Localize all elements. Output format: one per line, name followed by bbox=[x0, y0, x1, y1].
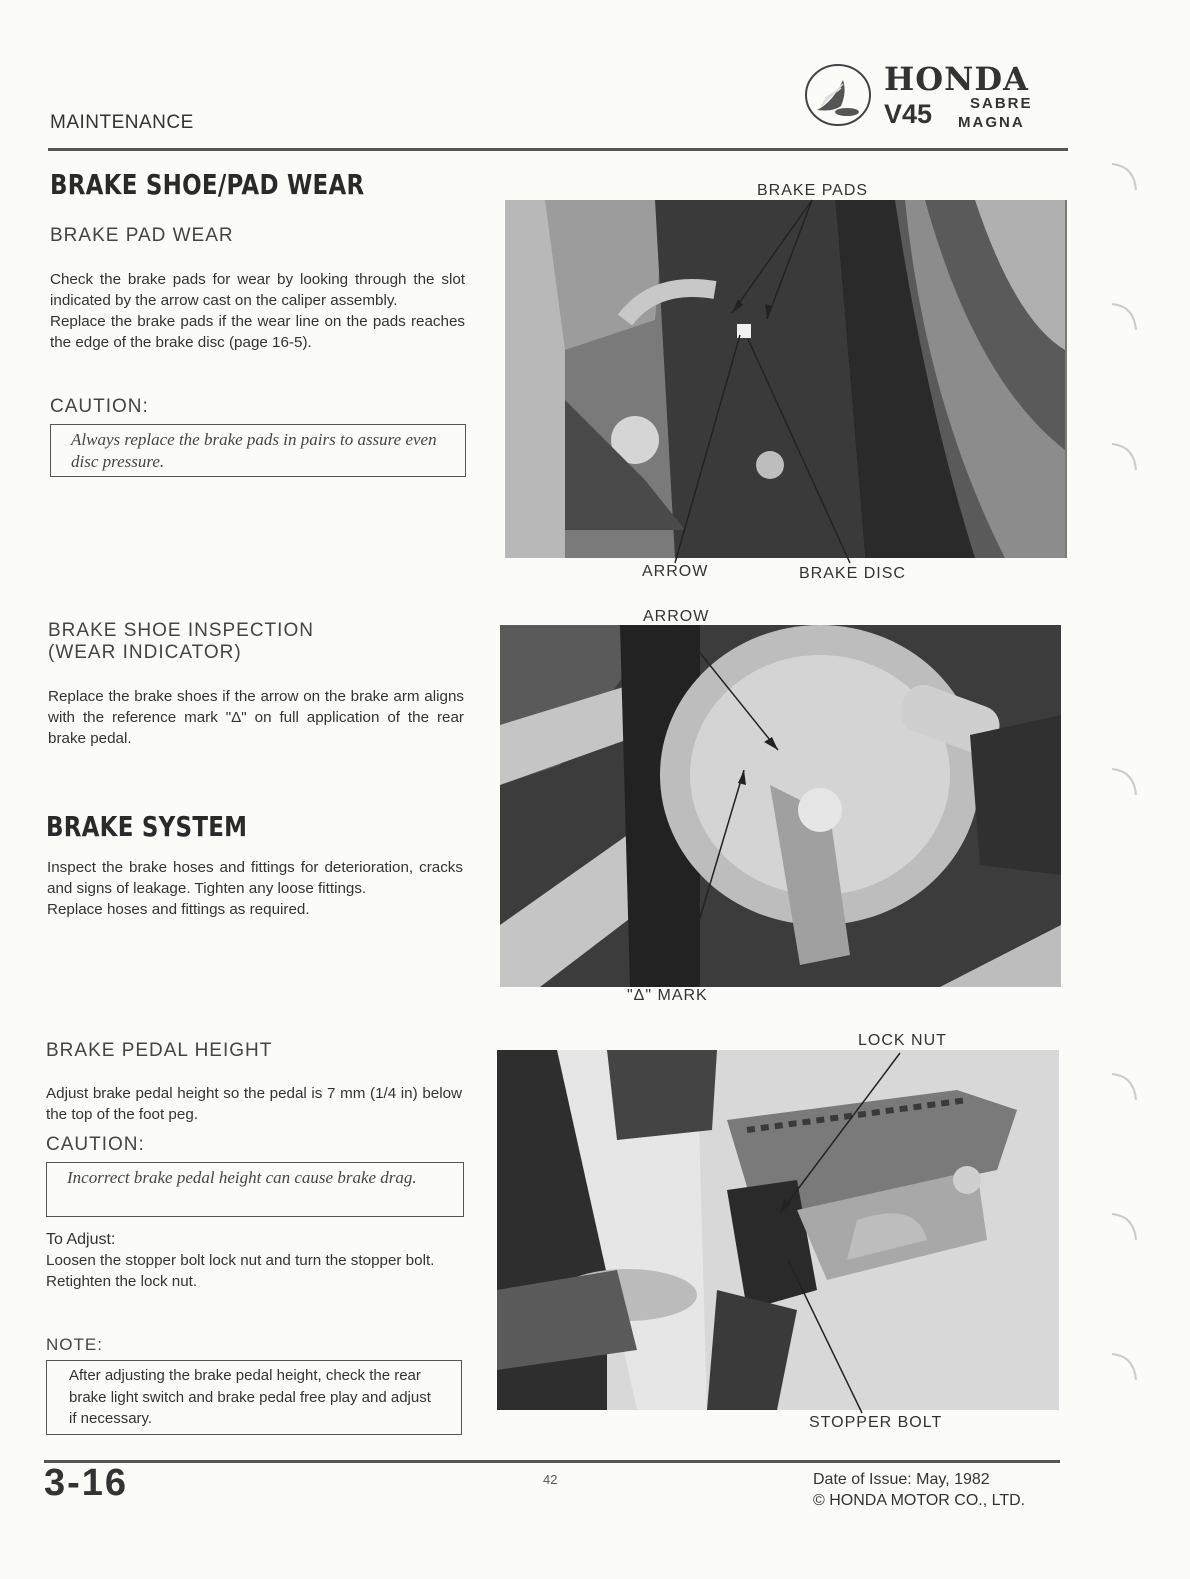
label-brake-disc: BRAKE DISC bbox=[799, 565, 906, 582]
label-lock-nut: LOCK NUT bbox=[858, 1032, 947, 1049]
caution-label: CAUTION: bbox=[46, 1134, 145, 1155]
header-rule bbox=[48, 148, 1068, 151]
label-brake-pads: BRAKE PADS bbox=[757, 182, 869, 199]
binder-hole-mark bbox=[1110, 765, 1138, 801]
label-delta-mark: "Δ" MARK bbox=[627, 987, 708, 1004]
caution-box bbox=[46, 1162, 464, 1217]
caution-box bbox=[50, 424, 466, 477]
page-number: 42 bbox=[543, 1472, 558, 1487]
logo-variant-sabre: SABRE bbox=[970, 95, 1033, 112]
subtitle-line: (WEAR INDICATOR) bbox=[48, 642, 242, 663]
paragraph: Replace the brake pads if the wear line on the pads reaches the edge of the brake disc (page 16-5). bbox=[50, 313, 465, 351]
binder-hole-mark bbox=[1110, 300, 1138, 336]
binder-hole-mark bbox=[1110, 440, 1138, 476]
logo-model: V45 bbox=[884, 99, 933, 129]
label-arrow: ARROW bbox=[643, 608, 710, 625]
section-title-brake-system: BRAKE SYSTEM bbox=[46, 810, 248, 843]
paragraph: Loosen the stopper bolt lock nut and turn the stopper bolt. bbox=[46, 1252, 435, 1269]
note-box bbox=[46, 1360, 462, 1435]
figure2-leader-lines bbox=[660, 620, 800, 990]
page-id: 3-16 bbox=[44, 1462, 129, 1504]
label-arrow: ARROW bbox=[642, 563, 709, 580]
binder-hole-mark bbox=[1110, 1350, 1138, 1386]
figure1-leader-lines bbox=[640, 195, 880, 570]
paragraph: Inspect the brake hoses and fittings for deterioration, cracks and signs of leakage. Tighten any loose fittings. bbox=[47, 859, 463, 897]
paragraph: Replace hoses and fittings as required. bbox=[47, 901, 310, 918]
copyright: © HONDA MOTOR CO., LTD. bbox=[813, 1492, 1026, 1509]
note-label: NOTE: bbox=[46, 1335, 103, 1354]
paragraph: Replace the brake shoes if the arrow on the brake arm aligns with the reference mark "Δ" on full application of the rear brake pedal. bbox=[48, 688, 464, 747]
label-stopper-bolt: STOPPER BOLT bbox=[809, 1414, 943, 1431]
caution-text: Always replace the brake pads in pairs to assure even disc pressure. bbox=[71, 430, 437, 471]
binder-hole-mark bbox=[1110, 1070, 1138, 1106]
section-title-shoe-pad-wear: BRAKE SHOE/PAD WEAR bbox=[50, 168, 365, 201]
logo-brand: HONDA bbox=[884, 60, 1029, 98]
caution-text: Incorrect brake pedal height can cause brake drag. bbox=[67, 1168, 417, 1187]
subtitle-line: BRAKE SHOE INSPECTION bbox=[48, 620, 314, 641]
paragraph: Check the brake pads for wear by looking through the slot indicated by the arrow cast on the caliper assembly. bbox=[50, 271, 465, 309]
subtitle-brake-pedal-height: BRAKE PEDAL HEIGHT bbox=[46, 1040, 273, 1061]
issue-date: Date of Issue: May, 1982 bbox=[813, 1471, 990, 1488]
binder-hole-mark bbox=[1110, 1210, 1138, 1246]
adjust-label: To Adjust: bbox=[46, 1231, 116, 1248]
paragraph: Retighten the lock nut. bbox=[46, 1273, 198, 1290]
caution-label: CAUTION: bbox=[50, 396, 149, 417]
footer-rule bbox=[44, 1460, 1060, 1463]
binder-hole-mark bbox=[1110, 160, 1138, 196]
logo-variant-magna: MAGNA bbox=[958, 114, 1025, 131]
subtitle-brake-shoe-inspection bbox=[48, 620, 314, 664]
paragraph: Adjust brake pedal height so the pedal is 7 mm (1/4 in) below the top of the foot peg. bbox=[46, 1085, 462, 1123]
honda-wing-logo bbox=[803, 62, 873, 128]
figure3-leader-lines bbox=[760, 1045, 910, 1420]
note-text: After adjusting the brake pedal height, check the rear brake light switch and brake pedal free play and adjust if necessary. bbox=[69, 1367, 431, 1427]
issue-info bbox=[813, 1469, 1025, 1511]
subtitle-brake-pad-wear: BRAKE PAD WEAR bbox=[50, 225, 234, 246]
section-label: MAINTENANCE bbox=[50, 112, 194, 133]
